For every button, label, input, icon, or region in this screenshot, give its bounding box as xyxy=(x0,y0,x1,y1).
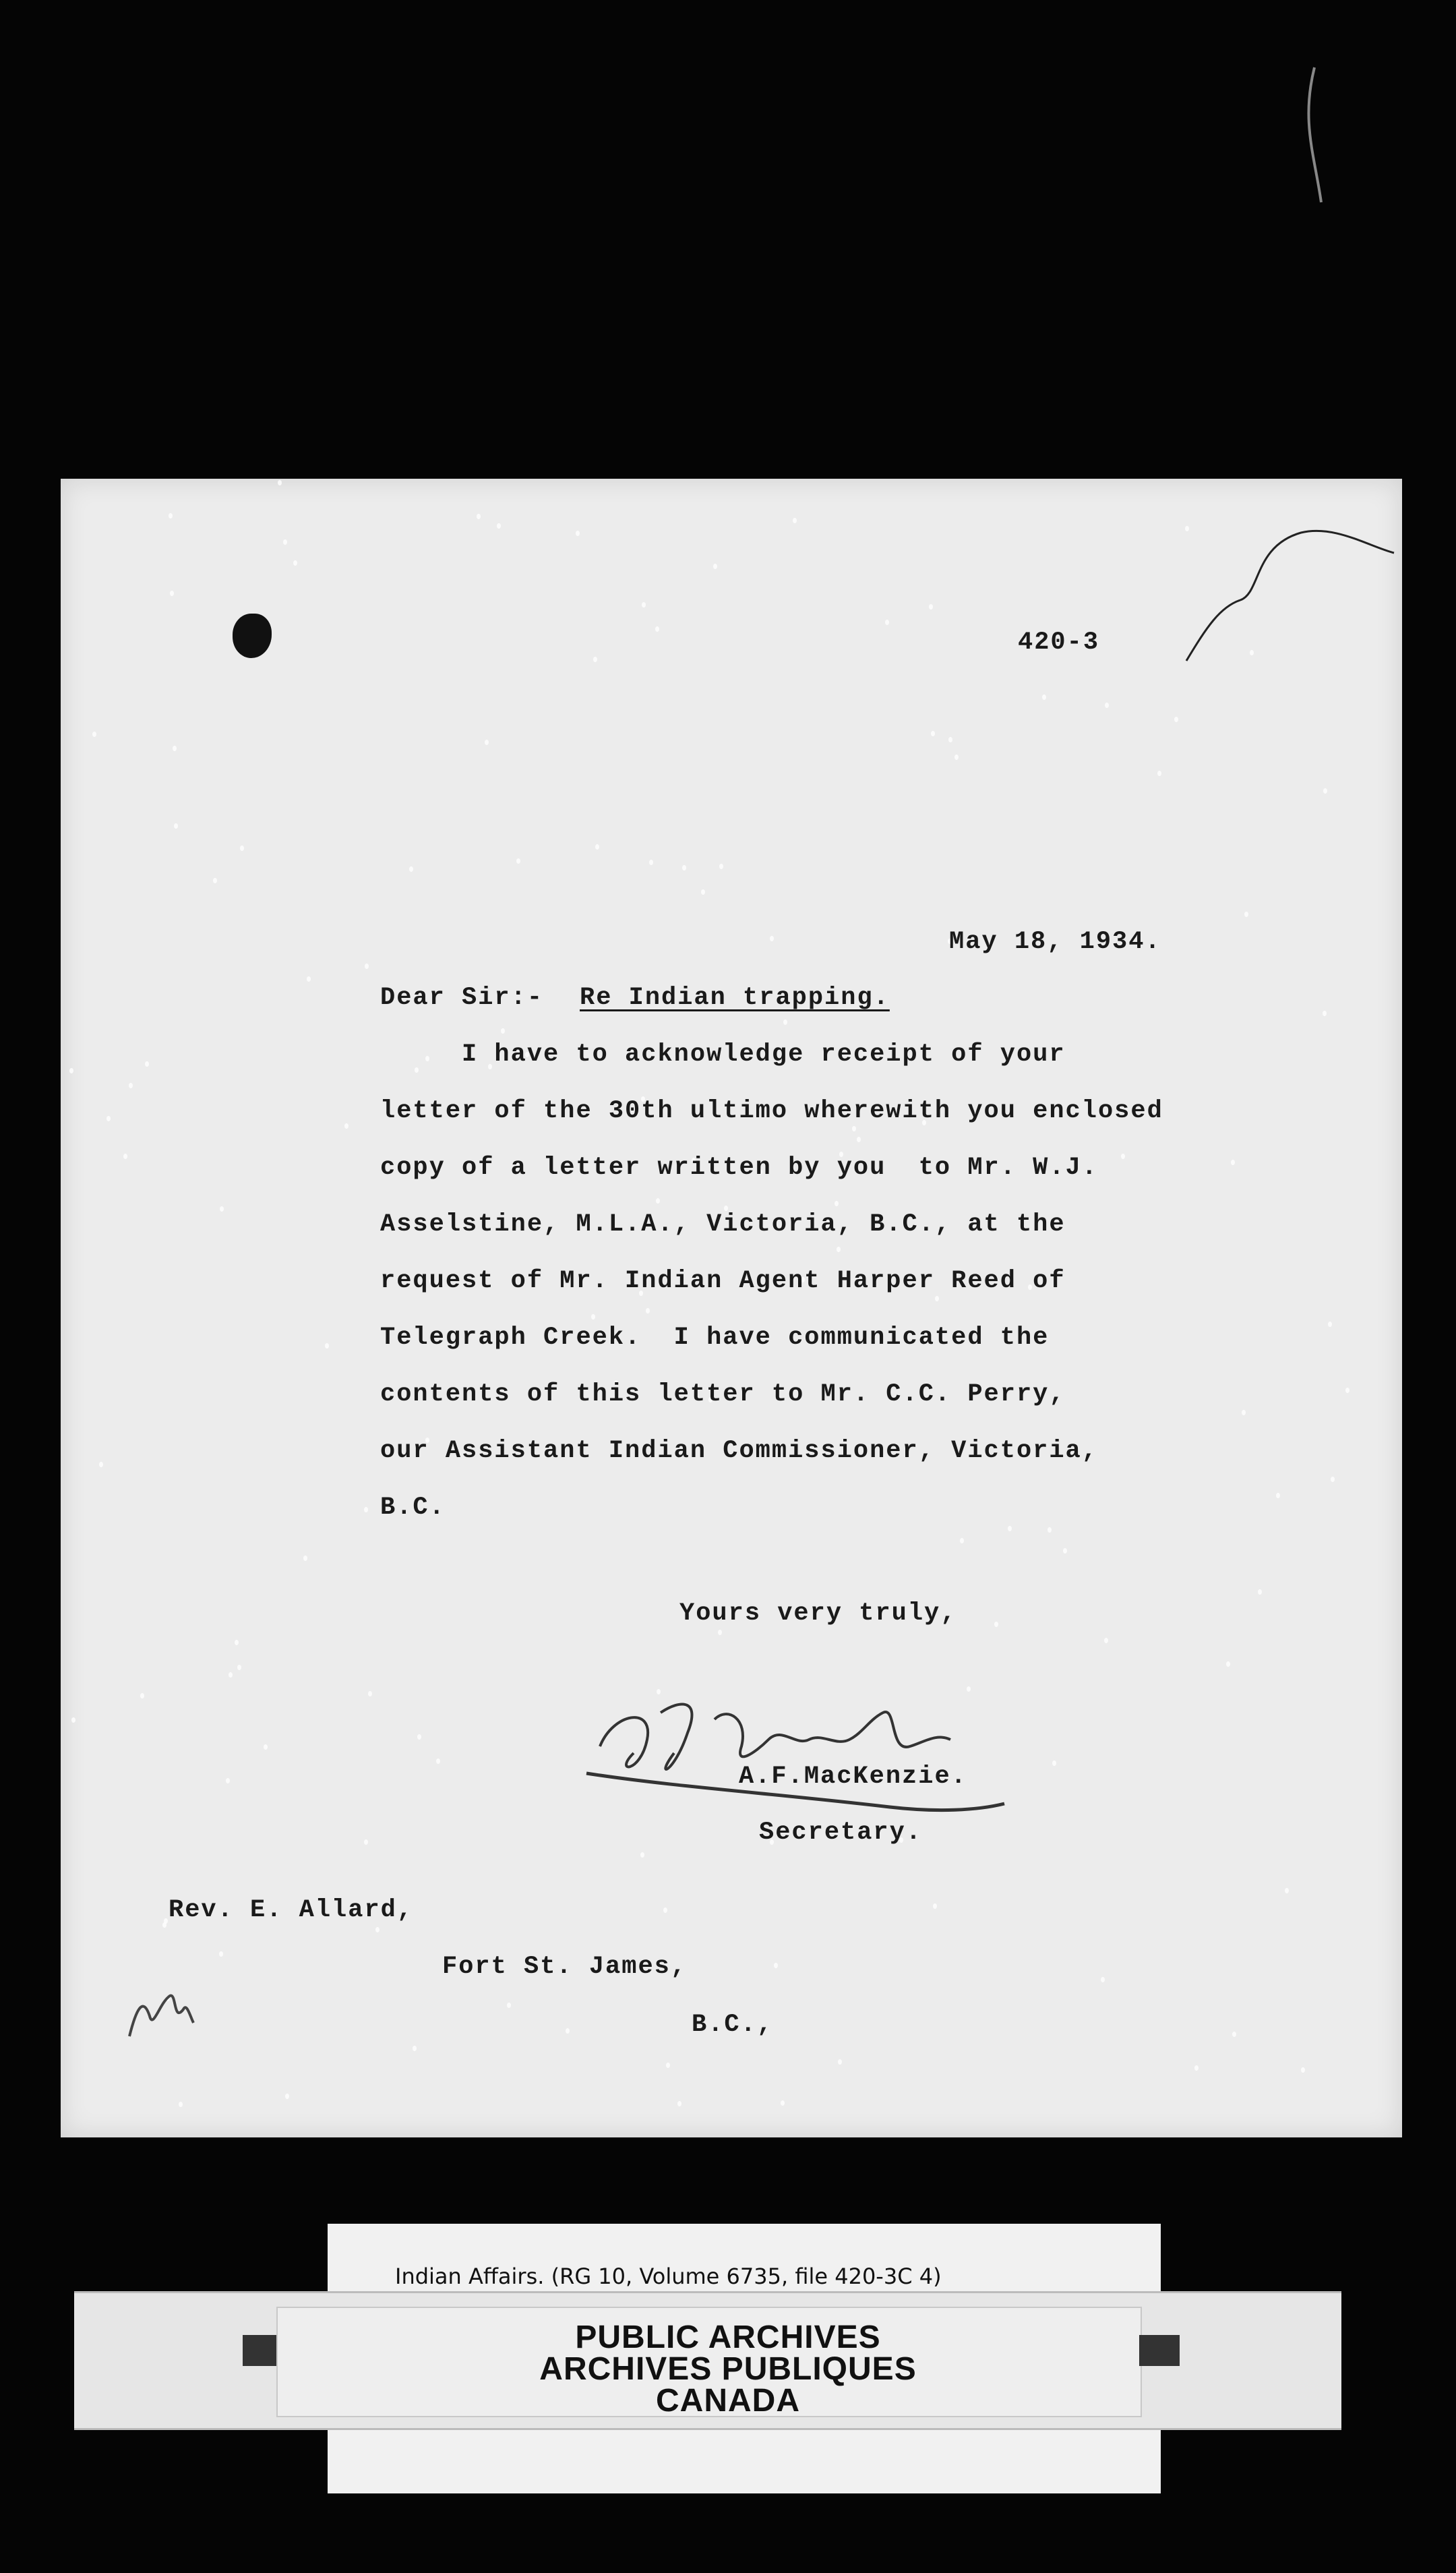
paper-speckle xyxy=(1104,1638,1108,1643)
archive-stamp-line-3: CANADA xyxy=(656,2383,800,2419)
body-line: Asselstine, M.L.A., Victoria, B.C., at the xyxy=(380,1210,1066,1239)
paper-speckle xyxy=(1194,2065,1199,2071)
paper-speckle xyxy=(237,1665,241,1670)
body-line: I have to acknowledge receipt of your xyxy=(380,1040,1066,1069)
paper-speckle xyxy=(1121,1154,1125,1159)
paper-speckle xyxy=(173,746,177,751)
paper-speckle xyxy=(713,564,717,569)
paper-speckle xyxy=(507,2003,511,2008)
paper-speckle xyxy=(718,1630,722,1635)
paper-speckle xyxy=(933,1903,937,1909)
paper-speckle xyxy=(929,604,933,610)
paper-speckle xyxy=(677,2101,681,2106)
archive-reference: Indian Affairs. (RG 10, Volume 6735, file 420-3C 4) xyxy=(395,2264,942,2289)
paper-speckle xyxy=(642,602,646,608)
margin-scribble-icon xyxy=(1180,519,1395,668)
paper-speckle xyxy=(1226,1661,1230,1667)
subject-line: Re Indian trapping. xyxy=(580,984,890,1012)
paper-speckle xyxy=(948,737,952,742)
paper-speckle xyxy=(140,1693,144,1698)
paper-speckle xyxy=(99,1462,103,1467)
paper-speckle xyxy=(701,889,705,895)
paper-speckle xyxy=(307,976,311,982)
paper-speckle xyxy=(278,480,282,485)
paper-speckle xyxy=(123,1154,127,1159)
letter-sheet xyxy=(61,479,1402,2137)
paper-speckle xyxy=(885,620,889,625)
paper-speckle xyxy=(1328,1322,1332,1327)
paper-speckle xyxy=(656,1198,660,1204)
paper-speckle xyxy=(375,1927,380,1932)
paper-speckle xyxy=(682,865,686,870)
punch-hole-icon xyxy=(233,614,272,658)
paper-speckle xyxy=(835,1201,839,1206)
paper-speckle xyxy=(477,514,481,519)
paper-speckle xyxy=(107,1116,111,1121)
paper-speckle xyxy=(649,860,653,865)
paper-speckle xyxy=(1101,1977,1105,1982)
paper-speckle xyxy=(935,1296,939,1301)
paper-speckle xyxy=(931,731,935,736)
paper-speckle xyxy=(364,1507,368,1512)
paper-speckle xyxy=(1231,1160,1235,1165)
paper-speckle xyxy=(663,1907,667,1913)
paper-speckle xyxy=(436,1758,440,1764)
paper-speckle xyxy=(837,1247,841,1252)
addressee-name: Rev. E. Allard, xyxy=(169,1896,414,1924)
paper-speckle xyxy=(235,1640,239,1645)
body-line: request of Mr. Indian Agent Harper Reed of xyxy=(380,1267,1066,1295)
salutation: Dear Sir:- xyxy=(380,984,544,1012)
paper-speckle xyxy=(220,1206,224,1212)
file-number: 420-3 xyxy=(1018,628,1100,657)
paper-speckle xyxy=(1242,1410,1246,1415)
paper-speckle xyxy=(852,1126,856,1131)
handwritten-initials-icon xyxy=(123,1982,197,2050)
paper-speckle xyxy=(219,1951,223,1957)
paper-speckle xyxy=(285,2094,289,2099)
paper-speckle xyxy=(413,2046,417,2051)
archive-stamp-line-2: ARCHIVES PUBLIQUES xyxy=(539,2351,917,2387)
signer-title: Secretary. xyxy=(759,1818,923,1847)
paper-speckle xyxy=(838,2059,842,2065)
paper-speckle xyxy=(1244,912,1248,917)
paper-speckle xyxy=(264,1744,268,1750)
paper-speckle xyxy=(593,657,597,662)
paper-speckle xyxy=(595,844,599,850)
paper-speckle xyxy=(1008,1526,1012,1531)
paper-speckle xyxy=(1276,1493,1280,1498)
stray-mark-icon xyxy=(1112,40,1341,216)
paper-speckle xyxy=(857,1137,861,1142)
paper-speckle xyxy=(283,539,287,545)
paper-speckle xyxy=(1063,1548,1067,1554)
paper-speckle xyxy=(303,1556,307,1561)
paper-speckle xyxy=(1323,788,1327,794)
paper-speckle xyxy=(325,1343,329,1349)
addressee-province: B.C., xyxy=(692,2011,774,2039)
paper-speckle xyxy=(229,1672,233,1678)
paper-speckle xyxy=(169,513,173,519)
paper-speckle xyxy=(566,2028,570,2034)
paper-speckle xyxy=(226,1778,230,1783)
paper-speckle xyxy=(960,1538,964,1543)
paper-speckle xyxy=(1301,2067,1305,2073)
paper-speckle xyxy=(770,936,774,941)
paper-speckle xyxy=(92,732,96,737)
paper-speckle xyxy=(954,755,959,760)
paper-speckle xyxy=(240,846,244,851)
paper-speckle xyxy=(501,1028,505,1034)
paper-speckle xyxy=(213,878,217,883)
paper-speckle xyxy=(129,1083,133,1088)
body-line: copy of a letter written by you to Mr. W.J. xyxy=(380,1154,1098,1182)
paper-speckle xyxy=(646,1308,650,1313)
paper-speckle xyxy=(293,560,297,566)
paper-speckle xyxy=(783,1019,787,1025)
paper-speckle xyxy=(516,858,520,864)
paper-speckle xyxy=(1323,1011,1327,1016)
paper-speckle xyxy=(1232,2032,1236,2037)
paper-speckle xyxy=(485,740,489,745)
paper-speckle xyxy=(1285,1888,1289,1893)
paper-speckle xyxy=(774,1963,778,1968)
body-line: Telegraph Creek. I have communicated the xyxy=(380,1324,1050,1352)
signer-name: A.F.MacKenzie. xyxy=(739,1763,967,1791)
body-line: B.C. xyxy=(380,1493,446,1522)
body-line: letter of the 30th ultimo wherewith you enclosed xyxy=(380,1097,1163,1125)
paper-speckle xyxy=(365,964,369,969)
paper-speckle xyxy=(1042,694,1046,700)
body-line: contents of this letter to Mr. C.C. Perry, xyxy=(380,1380,1066,1409)
letter-date: May 18, 1934. xyxy=(949,928,1161,956)
paper-speckle xyxy=(170,591,174,596)
paper-speckle xyxy=(164,1918,168,1924)
paper-speckle xyxy=(145,1061,149,1067)
paper-speckle xyxy=(1105,703,1109,708)
archive-stamp-line-1: PUBLIC ARCHIVES xyxy=(575,2319,881,2355)
paper-speckle xyxy=(174,823,178,829)
paper-speckle xyxy=(1258,1589,1262,1595)
paper-speckle xyxy=(591,1314,595,1320)
paper-speckle xyxy=(344,1123,348,1129)
paper-speckle xyxy=(1345,1388,1349,1393)
paper-speckle xyxy=(666,2063,670,2068)
closing: Yours very truly, xyxy=(679,1599,957,1628)
paper-speckle xyxy=(1174,717,1178,722)
paper-speckle xyxy=(640,1852,644,1858)
body-line: our Assistant Indian Commissioner, Victoria, xyxy=(380,1437,1098,1465)
paper-speckle xyxy=(655,626,659,632)
paper-speckle xyxy=(1157,771,1161,776)
paper-speckle xyxy=(417,1734,421,1740)
paper-speckle xyxy=(409,866,413,872)
paper-speckle xyxy=(719,864,723,869)
paper-speckle xyxy=(1048,1527,1052,1533)
paper-speckle xyxy=(71,1717,75,1723)
paper-speckle xyxy=(497,523,501,529)
paper-speckle xyxy=(368,1691,372,1696)
paper-speckle xyxy=(179,2102,183,2107)
paper-speckle xyxy=(994,1622,998,1627)
paper-speckle xyxy=(781,2100,785,2106)
paper-speckle xyxy=(793,518,797,523)
paper-speckle xyxy=(1331,1477,1335,1482)
signature-icon xyxy=(573,1672,1058,1834)
paper-speckle xyxy=(364,1839,368,1845)
paper-speckle xyxy=(576,531,580,536)
addressee-street: Fort St. James, xyxy=(442,1953,688,1981)
paper-speckle xyxy=(69,1068,73,1073)
